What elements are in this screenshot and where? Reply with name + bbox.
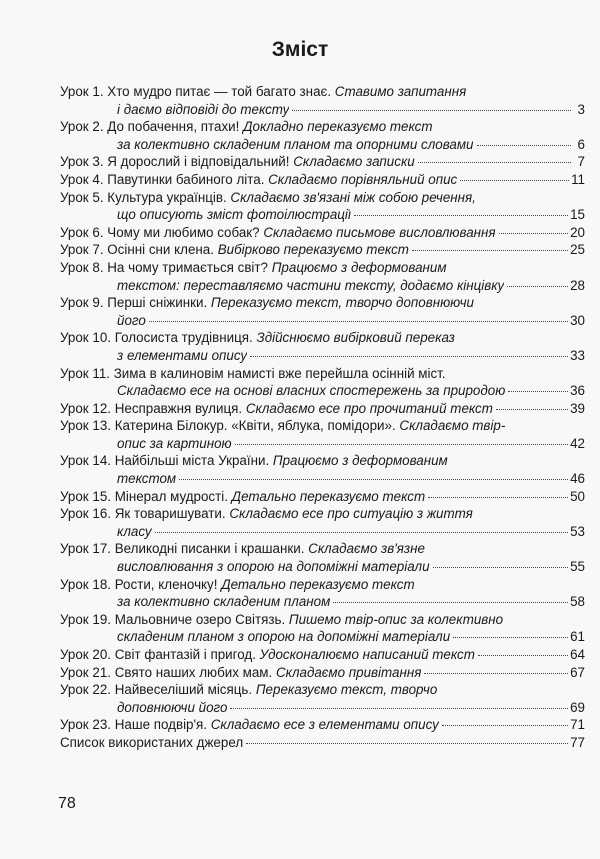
toc-entry-title: Урок 14. Найбільші міста України.: [60, 453, 273, 469]
dot-leader: [499, 233, 569, 234]
toc-entry-continuation: [60, 435, 585, 453]
toc-entry-task: Складаємо есе на основі власних спостережень за природою: [117, 383, 506, 399]
toc-entry-task: висловлювання з опорою на допоміжні матеріали: [117, 559, 430, 575]
toc-entry-continuation: [60, 382, 585, 400]
toc-page-number: 50: [570, 488, 585, 504]
dot-leader: [433, 567, 569, 568]
toc-entry-task: і даємо відповіді до тексту: [117, 101, 290, 117]
toc-entry-title: Урок 1. Хто мудро питає — той багато знає.: [60, 84, 335, 99]
toc-entry-title: Урок 2. До побачення, птахи!: [60, 119, 244, 135]
toc-entry-task: Складаємо записки: [293, 154, 415, 170]
toc-entry-continuation: [60, 101, 585, 119]
dot-leader: [507, 286, 568, 287]
toc-entry-continuation: [60, 470, 585, 488]
toc-entry-line: [60, 83, 585, 101]
toc-entry-title: Урок 13. Катерина Білокур. «Квіти, яблука, помідори».: [60, 418, 400, 434]
toc-entry[interactable]: [60, 241, 585, 259]
page-number: 78: [58, 795, 76, 812]
toc-entry-continuation: [60, 628, 585, 646]
toc-entry-task: Докладно переказуємо текст: [243, 119, 433, 135]
toc-entry[interactable]: [60, 664, 585, 682]
toc-entry-continuation: [60, 699, 585, 717]
toc-page-number: 6: [577, 136, 585, 152]
toc-entry-task: Вибірково переказуємо текст: [217, 242, 409, 258]
dot-leader: [428, 497, 568, 498]
dot-leader: [235, 444, 568, 445]
toc-entry[interactable]: [60, 488, 585, 506]
toc-entry-line: [60, 329, 585, 347]
toc-page-number: 53: [570, 523, 585, 539]
toc-entry-task: що описують зміст фотоілюстрації: [117, 207, 351, 223]
toc-entry-title: Урок 10. Голосиста трудівниця.: [60, 330, 257, 346]
toc-entry-task: текстом: [117, 471, 177, 487]
toc-page-number: 30: [570, 312, 585, 328]
dot-leader: [246, 743, 568, 744]
dot-leader: [179, 479, 568, 480]
dot-leader: [442, 725, 568, 726]
dot-leader: [149, 321, 568, 322]
toc-entry-line: [60, 294, 585, 312]
toc-entry[interactable]: [60, 681, 585, 716]
toc-entry-line: [60, 681, 585, 699]
toc-page-number: 61: [570, 629, 585, 645]
toc-entry-line: [60, 118, 585, 136]
dot-leader: [424, 673, 568, 674]
toc-entry-task: за колективно складеним планом та опорними словами: [117, 136, 474, 152]
toc-entry-continuation: [60, 593, 585, 611]
toc-entry-task: Складаємо привітання: [275, 664, 422, 680]
toc-entry-title: Урок 9. Перші сніжинки.: [60, 295, 211, 311]
toc-entry-task: Складаємо зв'язне: [308, 541, 425, 557]
toc-page-number: 33: [570, 347, 585, 363]
toc-entry-line: [60, 488, 585, 506]
toc-entry-task: Складаємо порівняльний опис: [268, 171, 458, 187]
toc-entry-title: Урок 16. Як товаришувати.: [60, 506, 230, 522]
toc-entry-title: Урок 19. Мальовниче озеро Світязь.: [60, 611, 289, 627]
toc-entry-continuation: [60, 136, 585, 154]
toc-entry-title: Урок 12. Несправжня вулиця.: [60, 400, 246, 416]
toc-entry-title: Урок 15. Мінерал мудрості.: [60, 488, 232, 504]
toc-entry[interactable]: [60, 329, 585, 364]
toc-entry[interactable]: [60, 734, 585, 752]
toc-entry[interactable]: [60, 171, 585, 189]
toc-entry-line: [60, 417, 585, 435]
dot-leader: [496, 409, 568, 410]
toc-entry-title: Урок 6. Чому ми любимо собак?: [60, 224, 264, 240]
toc-page-number: 71: [570, 717, 585, 733]
toc-entry-task: Складаємо зв'язані між собою речення,: [230, 189, 476, 205]
toc-page-number: 69: [570, 699, 585, 715]
toc-entry-continuation: [60, 206, 585, 224]
dot-leader: [418, 162, 571, 163]
toc-entry-line: [60, 400, 585, 418]
toc-entry-task: доповнюючи його: [117, 699, 228, 715]
toc-entry-title: Урок 21. Свято наших любих мам.: [60, 664, 276, 680]
toc-entry-title: Урок 22. Найвеселіший місяць.: [60, 682, 256, 698]
toc-entry[interactable]: [60, 189, 585, 224]
toc-entry[interactable]: [60, 400, 585, 418]
toc-entry[interactable]: [60, 83, 585, 118]
toc-entry-task: Переказуємо текст, творчо: [255, 682, 438, 698]
toc-entry-task: Детально переказуємо текст: [221, 576, 415, 592]
toc-entry-line: [60, 189, 585, 207]
toc-entry[interactable]: [60, 365, 585, 400]
toc-entry-task: Переказуємо текст, творчо доповнюючи: [210, 295, 474, 311]
toc-entry-task: складеним планом з опорою на допоміжні матеріали: [117, 629, 451, 645]
toc-entry-line: [60, 365, 585, 383]
toc-entry[interactable]: [60, 294, 585, 329]
toc-page-number: 77: [570, 734, 585, 750]
toc-entry-task: Працюємо з деформованим: [271, 259, 447, 275]
toc-entry-continuation: [60, 558, 585, 576]
toc-entry[interactable]: [60, 646, 585, 664]
toc-entry[interactable]: [60, 153, 585, 171]
toc-entry-task: Детально переказуємо текст: [231, 488, 426, 504]
toc-entry[interactable]: [60, 452, 585, 487]
toc-entry-title: Урок 8. На чому тримається світ?: [60, 259, 272, 275]
toc-entry[interactable]: [60, 259, 585, 294]
dot-leader: [453, 637, 568, 638]
toc-entry-task: опис за картиною: [117, 435, 232, 451]
toc-entry-line: [60, 241, 585, 259]
toc-entry-task: Складаємо есе з елементами опису: [210, 717, 439, 733]
dot-leader: [354, 215, 568, 216]
toc-page-number: 55: [570, 559, 585, 575]
toc-page-number: 42: [570, 435, 585, 451]
toc-entry-task: Складаємо есе про ситуацію з життя: [229, 506, 473, 522]
toc-entry-title: Урок 4. Павутинки бабиного літа.: [60, 171, 269, 187]
toc-entry-continuation: [60, 277, 585, 295]
toc-page-number: 58: [570, 594, 585, 610]
toc-entry[interactable]: [60, 540, 585, 575]
toc-entry-line: [60, 171, 585, 189]
toc-entry[interactable]: [60, 505, 585, 540]
dot-leader: [478, 655, 568, 656]
toc-entry-task: Удосконалюємо написаний текст: [259, 647, 475, 662]
toc-page-number: 28: [570, 277, 585, 293]
toc-entry-title: Урок 23. Наше подвір'я.: [60, 717, 211, 733]
toc-entry[interactable]: [60, 118, 585, 153]
toc-page-number: 7: [577, 154, 585, 170]
toc-entry-title: Урок 18. Рости, кленочку!: [60, 576, 222, 592]
dot-leader: [333, 602, 568, 603]
toc-entry-line: [60, 576, 585, 594]
toc-entry-task: з елементами опису: [117, 347, 248, 363]
dot-leader: [155, 532, 569, 533]
toc-entry-task: Здійснюємо вибірковий переказ: [256, 330, 455, 346]
toc-entry-line: [60, 716, 585, 734]
toc-entry-task: Ставимо запитання: [334, 84, 467, 99]
toc-entry[interactable]: [60, 417, 585, 452]
toc-entry-line: [60, 452, 585, 470]
toc-entry[interactable]: [60, 611, 585, 646]
toc-entry-continuation: [60, 347, 585, 365]
toc-page-number: 20: [570, 224, 585, 240]
page-title: Зміст: [271, 38, 329, 61]
table-of-contents: [60, 83, 585, 752]
toc-page-number: 25: [570, 242, 585, 258]
toc-page-number: 3: [577, 101, 585, 117]
toc-entry-line: [60, 224, 585, 242]
dot-leader: [250, 356, 568, 357]
toc-entry-title: Список використаних джерел: [60, 734, 244, 750]
toc-page-number: 39: [570, 400, 585, 416]
toc-page-number: 15: [570, 207, 585, 223]
dot-leader: [412, 250, 568, 251]
toc-entry-task: текстом: переставляємо частини тексту, додаємо кінцівку: [117, 277, 505, 293]
toc-page-number: 46: [570, 471, 585, 487]
toc-entry-task: за колективно складеним планом: [117, 594, 331, 610]
toc-entry-line: [60, 646, 585, 664]
toc-page-number: 11: [571, 171, 585, 187]
toc-entry-task: Пишемо твір-опис за колективно: [288, 611, 504, 627]
toc-entry-line: [60, 540, 585, 558]
toc-entry-line: [60, 153, 585, 171]
toc-entry-title: Урок 17. Великодні писанки і крашанки.: [60, 541, 309, 557]
toc-entry-line: [60, 259, 585, 277]
dot-leader: [508, 391, 568, 392]
toc-entry-line: [60, 734, 585, 752]
toc-entry-line: [60, 664, 585, 682]
toc-entry-task: Працюємо з деформованим: [272, 453, 448, 469]
toc-entry-title: Урок 20. Світ фантазій і пригод.: [60, 647, 260, 662]
toc-entry-title: Урок 5. Культура українців.: [60, 189, 231, 205]
toc-entry-title: Урок 11. Зима в калиновім намисті вже перейшла осінній міст.: [60, 365, 446, 381]
toc-entry-title: Урок 7. Осінні сни клена.: [60, 242, 218, 258]
toc-page-number: 36: [570, 383, 585, 399]
toc-entry[interactable]: [60, 224, 585, 242]
dot-leader: [292, 110, 571, 111]
toc-entry-task: його: [117, 312, 146, 328]
toc-entry-task: класу: [117, 523, 152, 539]
dot-leader: [460, 180, 569, 181]
toc-entry[interactable]: [60, 576, 585, 611]
toc-entry-line: [60, 611, 585, 629]
toc-entry-task: Складаємо письмове висловлювання: [263, 224, 496, 240]
toc-entry-line: [60, 505, 585, 523]
dot-leader: [230, 708, 568, 709]
toc-page-number: 64: [570, 647, 585, 662]
toc-entry-continuation: [60, 312, 585, 330]
toc-entry-continuation: [60, 523, 585, 541]
toc-entry-title: Урок 3. Я дорослий і відповідальний!: [60, 154, 294, 170]
toc-entry-task: Складаємо твір-: [399, 418, 506, 434]
toc-entry-task: Складаємо есе про прочитаний текст: [245, 400, 493, 416]
toc-entry[interactable]: [60, 716, 585, 734]
dot-leader: [477, 145, 572, 146]
toc-page-number: 67: [570, 664, 585, 680]
